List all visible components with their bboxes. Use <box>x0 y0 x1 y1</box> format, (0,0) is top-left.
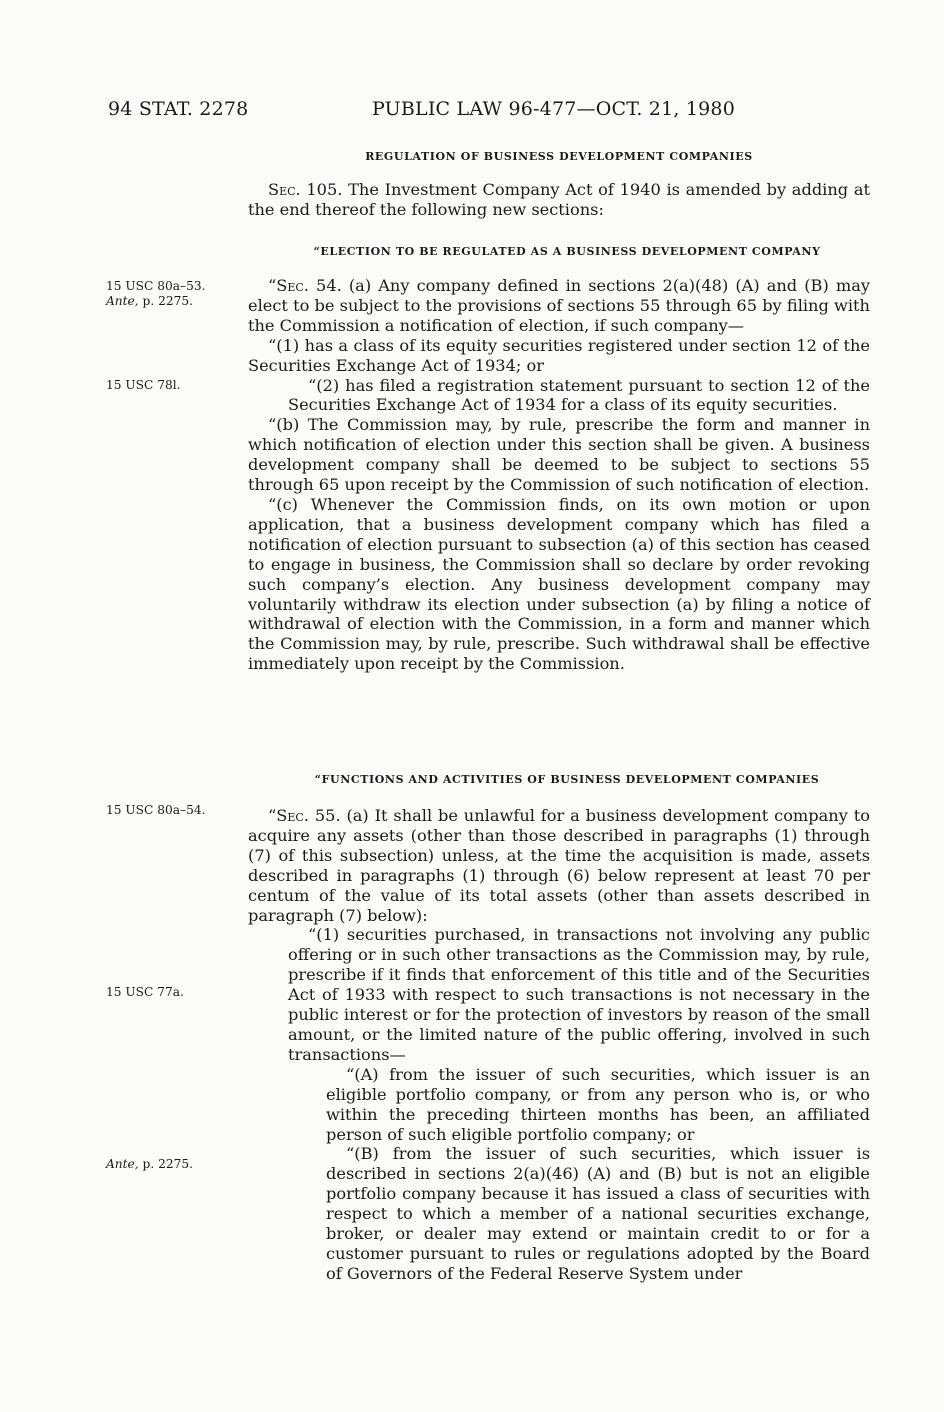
section-54-a-2: “(2) has filed a registration statement pursuant to section 12 of the Securities Exchange Act of 1934 for a class of its equity securities. <box>288 375 870 415</box>
margin-note-80a-53: 15 USC 80a–53. <box>106 279 206 293</box>
section-54-a-1: “(1) has a class of its equity securities registered under section 12 of the Securities Exchange Act of 1934; or <box>248 335 870 375</box>
margin-note-ante-1-label: Ante, <box>106 294 139 308</box>
section-55 <box>248 806 870 1284</box>
margin-note-ante-2-page: p. 2275. <box>138 1157 193 1171</box>
section-54-lead: “Sec. <box>268 276 309 295</box>
margin-note-ante-1-page: p. 2275. <box>138 294 193 308</box>
margin-note-ante-2 <box>106 1157 241 1172</box>
margin-note-ante-1 <box>106 294 241 309</box>
section-105-lead: Sec. <box>268 180 301 199</box>
section-55-a-1: “(1) securities purchased, in transactions not involving any public offering or in such other transactions as the Commission may, by rule, prescribe if it finds that enforcement of this title and of the Securities Act of 1933 with respect to such transactions is not necessary in the public interest or for the protection of investors by reason of the small amount, or the limited nature of the public offering, involved in such transactions— <box>288 925 870 1064</box>
section-54-c: “(c) Whenever the Commission finds, on its own motion or upon application, that a business development company which has filed a notification of election pursuant to subsection (a) of this section has ceased to engage in business, the Commission shall so declare by order revoking such company’s election. Any business development company may voluntarily withdraw its election under subsection (a) by filing a notice of withdrawal of election with the Commission, in a form and manner which the Commission may, by rule, prescribe. Such withdrawal shall be effective immediately upon receipt by the Commission. <box>248 494 870 674</box>
section-105 <box>248 180 870 220</box>
heading-functions: “FUNCTIONS AND ACTIVITIES OF BUSINESS DEVELOPMENT COMPANIES <box>314 773 820 786</box>
section-55-a <box>248 806 870 925</box>
section-55-a-1-B: “(B) from the issuer of such securities, which issuer is described in sections 2(a)(46) (A) and (B) but is not an eligible portfolio company because it has issued a class of securities with respect to which a member of a national securities exchange, broker, or dealer may extend or maintain credit to or for a customer pursuant to rules or regulations adopted by the Board of Governors of the Federal Reserve System under <box>326 1144 870 1283</box>
section-54-b: “(b) The Commission may, by rule, prescribe the form and manner in which notification of election under this section shall be given. A business development company shall be deemed to be subject to sections 55 through 65 upon receipt by the Commission of such notification of election. <box>248 415 870 495</box>
section-54 <box>248 276 870 674</box>
margin-note-80a-54: 15 USC 80a–54. <box>106 803 206 817</box>
section-55-a-text: 55. (a) It shall be unlawful for a business development company to acquire any assets (other than those described in paragraphs (1) through (7) of this subsection) unless, at the time the acquisition is made, assets described in paragraphs (1) through (6) below represent at least 70 per centum of the value of its total assets (other than assets described in paragraph (7) below): <box>248 806 870 925</box>
section-54-a-text: 54. (a) Any company defined in sections 2(a)(48) (A) and (B) may elect to be subject to the provisions of sections 55 through 65 by filing with the Commission a notification of election, if such company— <box>248 276 870 335</box>
section-54-a <box>248 276 870 336</box>
margin-note-ante-2-label: Ante, <box>106 1157 139 1171</box>
margin-note-77a: 15 USC 77a. <box>106 985 184 999</box>
running-head: PUBLIC LAW 96-477—OCT. 21, 1980 <box>372 98 736 120</box>
statute-page-number: 94 STAT. 2278 <box>108 98 249 120</box>
section-55-lead: “Sec. <box>268 806 309 825</box>
margin-note-78l: 15 USC 78l. <box>106 378 181 392</box>
heading-election: “ELECTION TO BE REGULATED AS A BUSINESS DEVELOPMENT COMPANY <box>313 245 821 258</box>
section-55-a-1-A: “(A) from the issuer of such securities, which issuer is an eligible portfolio company, or from any person who is, or who within the preceding thirteen months has been, an affiliated person of such eligible portfolio company; or <box>326 1064 870 1144</box>
section-105-paragraph <box>248 180 870 220</box>
heading-regulation: REGULATION OF BUSINESS DEVELOPMENT COMPANIES <box>365 150 753 163</box>
section-105-text: 105. The Investment Company Act of 1940 is amended by adding at the end thereof the following new sections: <box>248 180 870 219</box>
